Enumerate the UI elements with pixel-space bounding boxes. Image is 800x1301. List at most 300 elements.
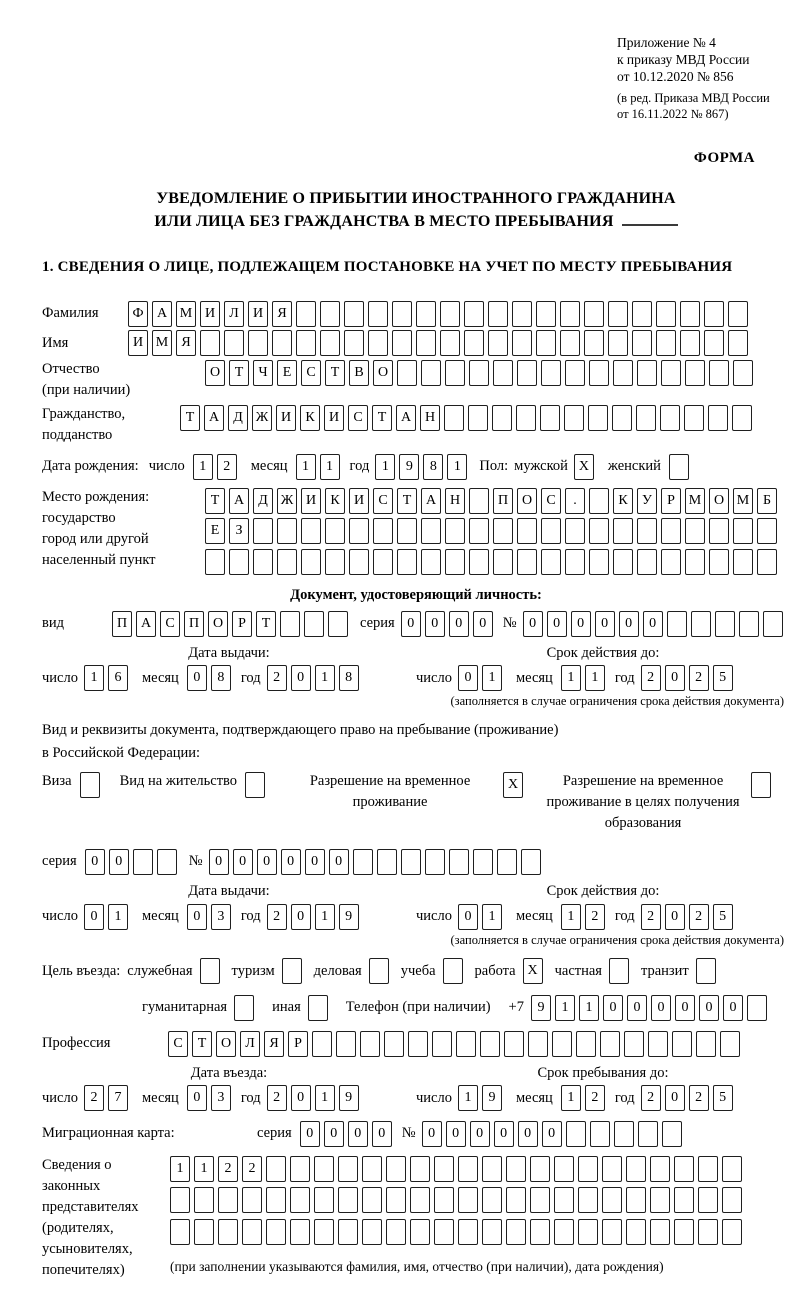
citizenship-char-box[interactable] [636, 405, 656, 431]
patronymic-char-box[interactable] [469, 360, 489, 386]
residence-valid-day[interactable] [458, 903, 506, 930]
patronymic-char-box[interactable] [733, 360, 753, 386]
profession-char-box[interactable] [576, 1031, 596, 1057]
representatives-char-box[interactable] [410, 1187, 430, 1213]
entry-year-box[interactable]: 0 [291, 1085, 311, 1111]
residence-issue-year-box[interactable]: 0 [291, 904, 311, 930]
surname-char-box[interactable] [536, 301, 556, 327]
birth-day-box[interactable]: 1 [193, 454, 213, 480]
residence-issue-month-box[interactable]: 0 [187, 904, 207, 930]
migration-series-cells[interactable] [300, 1120, 396, 1147]
patronymic-char-box[interactable]: Е [277, 360, 297, 386]
representatives-char-box[interactable] [602, 1156, 622, 1182]
birthplace-char-box[interactable] [565, 549, 585, 575]
phone-digit-box[interactable]: 9 [531, 995, 551, 1021]
residence-series-cells[interactable] [85, 848, 181, 875]
representatives-char-box[interactable] [290, 1187, 310, 1213]
profession-char-box[interactable] [528, 1031, 548, 1057]
patronymic-char-box[interactable] [445, 360, 465, 386]
residence-number-box[interactable]: 0 [305, 849, 325, 875]
identity-number-cells[interactable] [523, 610, 787, 637]
birthplace-row3[interactable] [205, 548, 781, 575]
identity-kind-box[interactable]: П [184, 611, 204, 637]
firstname-char-box[interactable] [464, 330, 484, 356]
entry-day-box[interactable]: 2 [84, 1085, 104, 1111]
patronymic-char-box[interactable]: В [349, 360, 369, 386]
residence-issue-year-box[interactable]: 9 [339, 904, 359, 930]
patronymic-char-box[interactable] [397, 360, 417, 386]
identity-kind-box[interactable]: Р [232, 611, 252, 637]
citizenship-char-box[interactable] [588, 405, 608, 431]
migration-number-box[interactable]: 0 [518, 1121, 538, 1147]
patronymic-char-box[interactable] [421, 360, 441, 386]
profession-char-box[interactable] [360, 1031, 380, 1057]
birthplace-char-box[interactable]: Б [757, 488, 777, 514]
female-checkbox[interactable] [669, 454, 689, 480]
birthplace-char-box[interactable] [349, 518, 369, 544]
phone-digit-box[interactable]: 1 [579, 995, 599, 1021]
citizenship-char-box[interactable] [708, 405, 728, 431]
citizenship-char-box[interactable]: Н [420, 405, 440, 431]
firstname-char-box[interactable] [632, 330, 652, 356]
representatives-char-box[interactable] [218, 1187, 238, 1213]
birth-year-box[interactable]: 9 [399, 454, 419, 480]
birthplace-char-box[interactable] [541, 549, 561, 575]
phone-digit-box[interactable] [747, 995, 767, 1021]
profession-char-box[interactable] [648, 1031, 668, 1057]
representatives-char-box[interactable]: 2 [218, 1156, 238, 1182]
citizenship-char-box[interactable]: Т [180, 405, 200, 431]
birthplace-char-box[interactable]: С [373, 488, 393, 514]
birthplace-char-box[interactable]: Т [205, 488, 225, 514]
patronymic-char-box[interactable] [685, 360, 705, 386]
identity-valid-month[interactable] [561, 665, 609, 692]
entry-year-box[interactable]: 2 [267, 1085, 287, 1111]
citizenship-char-box[interactable]: И [324, 405, 344, 431]
residence-valid-month-box[interactable]: 1 [561, 904, 581, 930]
surname-char-box[interactable] [320, 301, 340, 327]
profession-char-box[interactable] [432, 1031, 452, 1057]
citizenship-char-box[interactable] [540, 405, 560, 431]
birthplace-char-box[interactable] [469, 549, 489, 575]
migration-number-box[interactable]: 0 [422, 1121, 442, 1147]
entry-year[interactable] [267, 1085, 363, 1112]
birthplace-char-box[interactable] [685, 518, 705, 544]
identity-series-cells[interactable] [401, 610, 497, 637]
patronymic-char-box[interactable] [709, 360, 729, 386]
residence-series-box[interactable] [133, 849, 153, 875]
temp-residence-education-checkbox-cell[interactable] [751, 771, 775, 798]
entry-year-box[interactable]: 1 [315, 1085, 335, 1111]
surname-char-box[interactable] [464, 301, 484, 327]
valid-month-box[interactable]: 1 [585, 665, 605, 691]
citizenship-char-box[interactable] [660, 405, 680, 431]
migration-number-box[interactable]: 0 [446, 1121, 466, 1147]
stay-year-box[interactable]: 2 [689, 1085, 709, 1111]
identity-series-box[interactable]: 0 [449, 611, 469, 637]
profession-char-box[interactable] [696, 1031, 716, 1057]
phone-digit-box[interactable]: 0 [723, 995, 743, 1021]
identity-valid-day[interactable] [458, 665, 506, 692]
representatives-char-box[interactable] [722, 1187, 742, 1213]
citizenship-char-box[interactable] [492, 405, 512, 431]
representatives-char-box[interactable] [722, 1219, 742, 1245]
birthplace-char-box[interactable]: О [517, 488, 537, 514]
profession-char-box[interactable] [384, 1031, 404, 1057]
representatives-char-box[interactable] [266, 1219, 286, 1245]
patronymic-char-box[interactable] [541, 360, 561, 386]
citizenship-char-box[interactable] [444, 405, 464, 431]
representatives-char-box[interactable] [482, 1156, 502, 1182]
purpose-tourism-checkbox[interactable] [282, 958, 306, 985]
citizenship-char-box[interactable] [684, 405, 704, 431]
residence-number-box[interactable] [353, 849, 373, 875]
surname-char-box[interactable]: И [200, 301, 220, 327]
firstname-char-box[interactable] [320, 330, 340, 356]
birthplace-char-box[interactable] [301, 518, 321, 544]
surname-char-box[interactable]: Л [224, 301, 244, 327]
birthplace-char-box[interactable] [373, 549, 393, 575]
purpose-private-checkbox[interactable] [609, 958, 633, 985]
phone-digit-box[interactable]: 0 [627, 995, 647, 1021]
surname-char-box[interactable]: Ф [128, 301, 148, 327]
citizenship-char-box[interactable]: Т [372, 405, 392, 431]
profession-char-box[interactable] [408, 1031, 428, 1057]
identity-number-box[interactable] [667, 611, 687, 637]
migration-number-cells[interactable] [422, 1120, 686, 1147]
representatives-char-box[interactable] [266, 1187, 286, 1213]
representatives-char-box[interactable] [362, 1187, 382, 1213]
issue-day-box[interactable]: 1 [84, 665, 104, 691]
phone-digit-box[interactable]: 0 [699, 995, 719, 1021]
representatives-char-box[interactable] [650, 1187, 670, 1213]
birthplace-char-box[interactable] [589, 488, 609, 514]
profession-char-box[interactable] [600, 1031, 620, 1057]
birthplace-char-box[interactable] [469, 488, 489, 514]
representatives-char-box[interactable] [338, 1156, 358, 1182]
residence-number-box[interactable]: 0 [233, 849, 253, 875]
profession-char-box[interactable]: Т [192, 1031, 212, 1057]
birthplace-char-box[interactable] [397, 518, 417, 544]
residence-issue-day[interactable] [84, 903, 132, 930]
surname-char-box[interactable] [416, 301, 436, 327]
birthplace-row2[interactable] [205, 518, 781, 545]
temp-residence-checkbox[interactable]: X [503, 772, 523, 798]
representatives-char-box[interactable] [242, 1219, 262, 1245]
identity-issue-month[interactable] [187, 665, 235, 692]
identity-number-box[interactable]: 0 [547, 611, 567, 637]
birthplace-char-box[interactable]: З [229, 518, 249, 544]
surname-cells[interactable] [128, 300, 752, 327]
firstname-char-box[interactable] [680, 330, 700, 356]
stay-year-box[interactable]: 0 [665, 1085, 685, 1111]
birthplace-char-box[interactable]: Ж [277, 488, 297, 514]
firstname-char-box[interactable] [344, 330, 364, 356]
residence-valid-year-box[interactable]: 0 [665, 904, 685, 930]
representatives-char-box[interactable] [314, 1156, 334, 1182]
surname-char-box[interactable]: Я [272, 301, 292, 327]
residence-issue-month-box[interactable]: 3 [211, 904, 231, 930]
identity-number-box[interactable]: 0 [643, 611, 663, 637]
profession-char-box[interactable] [552, 1031, 572, 1057]
purpose-work-checkbox[interactable]: X [523, 958, 543, 984]
identity-kind-box[interactable]: О [208, 611, 228, 637]
identity-series-box[interactable]: 0 [473, 611, 493, 637]
residence-number-box[interactable]: 0 [329, 849, 349, 875]
birthplace-char-box[interactable] [445, 518, 465, 544]
representatives-char-box[interactable] [602, 1187, 622, 1213]
birthplace-char-box[interactable]: М [733, 488, 753, 514]
birthplace-char-box[interactable]: А [229, 488, 249, 514]
representatives-char-box[interactable] [698, 1187, 718, 1213]
surname-char-box[interactable] [608, 301, 628, 327]
firstname-char-box[interactable] [368, 330, 388, 356]
representatives-char-box[interactable] [410, 1156, 430, 1182]
surname-char-box[interactable] [680, 301, 700, 327]
birthplace-char-box[interactable]: К [613, 488, 633, 514]
birthplace-char-box[interactable] [277, 518, 297, 544]
purpose-other-checkbox[interactable] [308, 995, 328, 1021]
representatives-char-box[interactable] [170, 1219, 190, 1245]
birthplace-char-box[interactable] [613, 518, 633, 544]
firstname-char-box[interactable] [512, 330, 532, 356]
profession-char-box[interactable] [336, 1031, 356, 1057]
temp-residence-education-checkbox[interactable] [751, 772, 771, 798]
birthplace-char-box[interactable] [757, 549, 777, 575]
purpose-other-checkbox[interactable] [308, 994, 332, 1021]
entry-day-box[interactable]: 7 [108, 1085, 128, 1111]
representatives-char-box[interactable] [650, 1219, 670, 1245]
firstname-char-box[interactable] [224, 330, 244, 356]
representatives-char-box[interactable] [578, 1156, 598, 1182]
birthplace-char-box[interactable] [517, 518, 537, 544]
representatives-char-box[interactable]: 2 [242, 1156, 262, 1182]
identity-kind-box[interactable]: П [112, 611, 132, 637]
patronymic-char-box[interactable] [517, 360, 537, 386]
birthplace-char-box[interactable] [541, 518, 561, 544]
birthplace-char-box[interactable] [301, 549, 321, 575]
surname-char-box[interactable] [728, 301, 748, 327]
birthplace-char-box[interactable] [613, 549, 633, 575]
birthplace-char-box[interactable] [493, 549, 513, 575]
purpose-business-checkbox[interactable] [369, 958, 393, 985]
residence-valid-year-box[interactable]: 2 [641, 904, 661, 930]
representatives-char-box[interactable] [578, 1219, 598, 1245]
firstname-char-box[interactable] [536, 330, 556, 356]
patronymic-char-box[interactable]: Ч [253, 360, 273, 386]
birthplace-char-box[interactable] [253, 549, 273, 575]
entry-month-box[interactable]: 3 [211, 1085, 231, 1111]
birthplace-char-box[interactable] [421, 549, 441, 575]
citizenship-cells[interactable] [180, 404, 756, 431]
valid-year-box[interactable]: 5 [713, 665, 733, 691]
purpose-official-checkbox[interactable] [200, 958, 220, 984]
migration-number-box[interactable]: 0 [470, 1121, 490, 1147]
entry-year-box[interactable]: 9 [339, 1085, 359, 1111]
representatives-char-box[interactable] [698, 1156, 718, 1182]
surname-char-box[interactable] [704, 301, 724, 327]
gender-female-checkbox[interactable] [669, 453, 693, 480]
identity-number-box[interactable]: 0 [595, 611, 615, 637]
firstname-char-box[interactable] [488, 330, 508, 356]
birthplace-char-box[interactable] [421, 518, 441, 544]
birth-year-box[interactable]: 1 [375, 454, 395, 480]
representatives-char-box[interactable] [626, 1219, 646, 1245]
birthplace-char-box[interactable] [205, 549, 225, 575]
birthplace-char-box[interactable]: Н [445, 488, 465, 514]
representatives-char-box[interactable] [242, 1187, 262, 1213]
representatives-char-box[interactable]: 1 [194, 1156, 214, 1182]
firstname-char-box[interactable]: М [152, 330, 172, 356]
purpose-transit-checkbox[interactable] [696, 958, 716, 984]
patronymic-char-box[interactable]: С [301, 360, 321, 386]
migration-number-box[interactable] [662, 1121, 682, 1147]
birthplace-char-box[interactable] [757, 518, 777, 544]
purpose-work-checkbox[interactable] [523, 958, 547, 985]
firstname-cells[interactable] [128, 330, 752, 357]
representatives-char-box[interactable] [314, 1219, 334, 1245]
representatives-char-box[interactable] [650, 1156, 670, 1182]
birthplace-char-box[interactable] [709, 549, 729, 575]
birth-month-box[interactable]: 1 [296, 454, 316, 480]
representatives-char-box[interactable] [290, 1156, 310, 1182]
gender-male-checkbox[interactable] [574, 453, 598, 480]
identity-kind-box[interactable]: С [160, 611, 180, 637]
temp-residence-checkbox-cell[interactable] [503, 771, 527, 798]
birthplace-char-box[interactable] [685, 549, 705, 575]
representatives-char-box[interactable] [506, 1156, 526, 1182]
birthplace-char-box[interactable]: Е [205, 518, 225, 544]
citizenship-char-box[interactable]: И [276, 405, 296, 431]
migration-number-box[interactable] [590, 1121, 610, 1147]
representatives-char-box[interactable] [458, 1156, 478, 1182]
surname-char-box[interactable] [512, 301, 532, 327]
firstname-char-box[interactable] [392, 330, 412, 356]
birthplace-char-box[interactable] [733, 549, 753, 575]
identity-number-box[interactable] [763, 611, 783, 637]
stay-day[interactable] [458, 1085, 506, 1112]
representatives-char-box[interactable] [530, 1156, 550, 1182]
stay-year[interactable] [641, 1085, 737, 1112]
migration-series-box[interactable]: 0 [372, 1121, 392, 1147]
firstname-char-box[interactable] [584, 330, 604, 356]
birthplace-char-box[interactable] [277, 549, 297, 575]
phone-digit-box[interactable]: 0 [675, 995, 695, 1021]
firstname-char-box[interactable] [296, 330, 316, 356]
identity-number-box[interactable]: 0 [523, 611, 543, 637]
valid-month-box[interactable]: 1 [561, 665, 581, 691]
birthplace-char-box[interactable]: И [301, 488, 321, 514]
residence-issue-year-box[interactable]: 2 [267, 904, 287, 930]
citizenship-char-box[interactable] [564, 405, 584, 431]
purpose-tourism-checkbox[interactable] [282, 958, 302, 984]
migration-series-box[interactable]: 0 [324, 1121, 344, 1147]
valid-year-box[interactable]: 2 [689, 665, 709, 691]
issue-year-box[interactable]: 1 [315, 665, 335, 691]
purpose-business-checkbox[interactable] [369, 958, 389, 984]
residence-number-box[interactable] [377, 849, 397, 875]
visa-checkbox-cell[interactable] [80, 771, 104, 798]
representatives-char-box[interactable] [506, 1187, 526, 1213]
residence-number-box[interactable] [449, 849, 469, 875]
identity-valid-year[interactable] [641, 665, 737, 692]
entry-month-box[interactable]: 0 [187, 1085, 207, 1111]
birthplace-char-box[interactable] [493, 518, 513, 544]
residence-number-cells[interactable] [209, 848, 545, 875]
residence-valid-month-box[interactable]: 2 [585, 904, 605, 930]
residence-valid-year-box[interactable]: 5 [713, 904, 733, 930]
blank-line[interactable] [622, 212, 678, 226]
residence-permit-checkbox-cell[interactable] [245, 771, 269, 798]
representatives-row1[interactable] [170, 1155, 746, 1182]
identity-kind-box[interactable] [328, 611, 348, 637]
birthplace-char-box[interactable]: А [421, 488, 441, 514]
birthplace-row1[interactable] [205, 487, 781, 514]
birthplace-char-box[interactable] [517, 549, 537, 575]
birthplace-char-box[interactable] [349, 549, 369, 575]
identity-number-box[interactable] [691, 611, 711, 637]
residence-valid-day-box[interactable]: 1 [482, 904, 502, 930]
stay-month-box[interactable]: 1 [561, 1085, 581, 1111]
representatives-char-box[interactable] [386, 1156, 406, 1182]
birth-year-box[interactable]: 8 [423, 454, 443, 480]
profession-char-box[interactable]: С [168, 1031, 188, 1057]
profession-char-box[interactable]: О [216, 1031, 236, 1057]
surname-char-box[interactable] [296, 301, 316, 327]
identity-kind-box[interactable]: А [136, 611, 156, 637]
representatives-char-box[interactable] [554, 1187, 574, 1213]
representatives-char-box[interactable] [290, 1219, 310, 1245]
citizenship-char-box[interactable]: А [204, 405, 224, 431]
patronymic-char-box[interactable]: Т [229, 360, 249, 386]
patronymic-char-box[interactable]: О [205, 360, 225, 386]
birthplace-char-box[interactable] [469, 518, 489, 544]
residence-number-box[interactable] [473, 849, 493, 875]
migration-series-box[interactable]: 0 [300, 1121, 320, 1147]
birthplace-char-box[interactable] [325, 549, 345, 575]
citizenship-char-box[interactable]: С [348, 405, 368, 431]
representatives-char-box[interactable] [674, 1219, 694, 1245]
issue-month-box[interactable]: 0 [187, 665, 207, 691]
valid-year-box[interactable]: 2 [641, 665, 661, 691]
identity-number-box[interactable]: 0 [571, 611, 591, 637]
representatives-char-box[interactable] [554, 1156, 574, 1182]
birthplace-char-box[interactable] [589, 518, 609, 544]
birthplace-char-box[interactable] [661, 518, 681, 544]
phone-digit-box[interactable]: 0 [651, 995, 671, 1021]
surname-char-box[interactable] [392, 301, 412, 327]
purpose-humanitarian-checkbox[interactable] [234, 994, 258, 1021]
issue-month-box[interactable]: 8 [211, 665, 231, 691]
representatives-char-box[interactable] [530, 1219, 550, 1245]
issue-year-box[interactable]: 0 [291, 665, 311, 691]
entry-day[interactable] [84, 1085, 132, 1112]
birthplace-char-box[interactable]: И [349, 488, 369, 514]
purpose-humanitarian-checkbox[interactable] [234, 995, 254, 1021]
surname-char-box[interactable]: И [248, 301, 268, 327]
representatives-char-box[interactable]: 1 [170, 1156, 190, 1182]
migration-series-box[interactable]: 0 [348, 1121, 368, 1147]
residence-issue-year-box[interactable]: 1 [315, 904, 335, 930]
migration-number-box[interactable] [614, 1121, 634, 1147]
residence-valid-month[interactable] [561, 903, 609, 930]
representatives-char-box[interactable] [458, 1187, 478, 1213]
representatives-char-box[interactable] [530, 1187, 550, 1213]
identity-kind-box[interactable]: Т [256, 611, 276, 637]
representatives-char-box[interactable] [674, 1156, 694, 1182]
representatives-char-box[interactable] [218, 1219, 238, 1245]
citizenship-char-box[interactable] [516, 405, 536, 431]
